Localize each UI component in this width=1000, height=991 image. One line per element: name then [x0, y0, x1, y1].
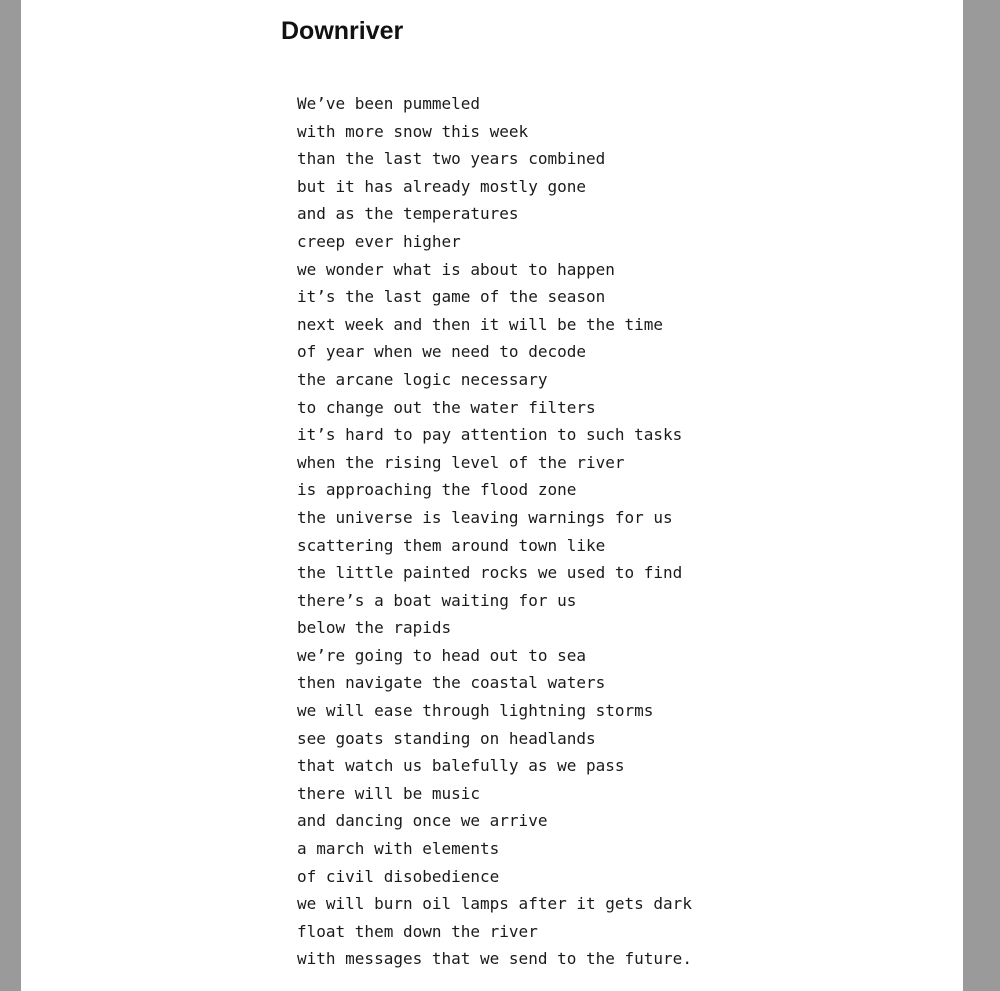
poem-line: it’s the last game of the season: [297, 287, 606, 307]
poem-line: than the last two years combined: [297, 149, 606, 169]
poem-line: when the rising level of the river: [297, 452, 625, 472]
poem-line: the arcane logic necessary: [297, 369, 548, 389]
poem-line: of year when we need to decode: [297, 342, 586, 362]
poem-line: scattering them around town like: [297, 535, 606, 555]
poem-line: float them down the river: [297, 921, 538, 941]
poem-line: we will burn oil lamps after it gets dark: [297, 894, 692, 914]
poem-line: see goats standing on headlands: [297, 728, 596, 748]
poem-line: we will ease through lightning storms: [297, 701, 654, 721]
poem-body: [297, 90, 692, 973]
poem-line: below the rapids: [297, 618, 452, 638]
poem-line: the little painted rocks we used to find: [297, 563, 683, 583]
poem-line: with more snow this week: [297, 121, 529, 141]
poem-line: it’s hard to pay attention to such tasks: [297, 425, 683, 445]
poem-line: next week and then it will be the time: [297, 314, 664, 334]
poem-line: creep ever higher: [297, 231, 461, 251]
poem-line: is approaching the flood zone: [297, 480, 577, 500]
poem-line: there’s a boat waiting for us: [297, 590, 577, 610]
poem-line: but it has already mostly gone: [297, 176, 586, 196]
poem-line: with messages that we send to the future.: [297, 949, 692, 969]
poem-line: a march with elements: [297, 839, 500, 859]
page: [21, 0, 963, 991]
poem-line: we wonder what is about to happen: [297, 259, 615, 279]
poem-line: We’ve been pummeled: [297, 94, 481, 113]
poem-title: Downriver: [281, 17, 404, 45]
poem-line: there will be music: [297, 783, 481, 803]
poem-line: the universe is leaving warnings for us: [297, 507, 673, 527]
poem-line: to change out the water filters: [297, 397, 596, 417]
poem-line: we’re going to head out to sea: [297, 645, 586, 665]
poem-line: and as the temperatures: [297, 204, 519, 224]
poem-line: of civil disobedience: [297, 866, 500, 886]
poem-line: that watch us balefully as we pass: [297, 756, 625, 776]
poem-line: then navigate the coastal waters: [297, 673, 606, 693]
poem-line: and dancing once we arrive: [297, 811, 548, 831]
